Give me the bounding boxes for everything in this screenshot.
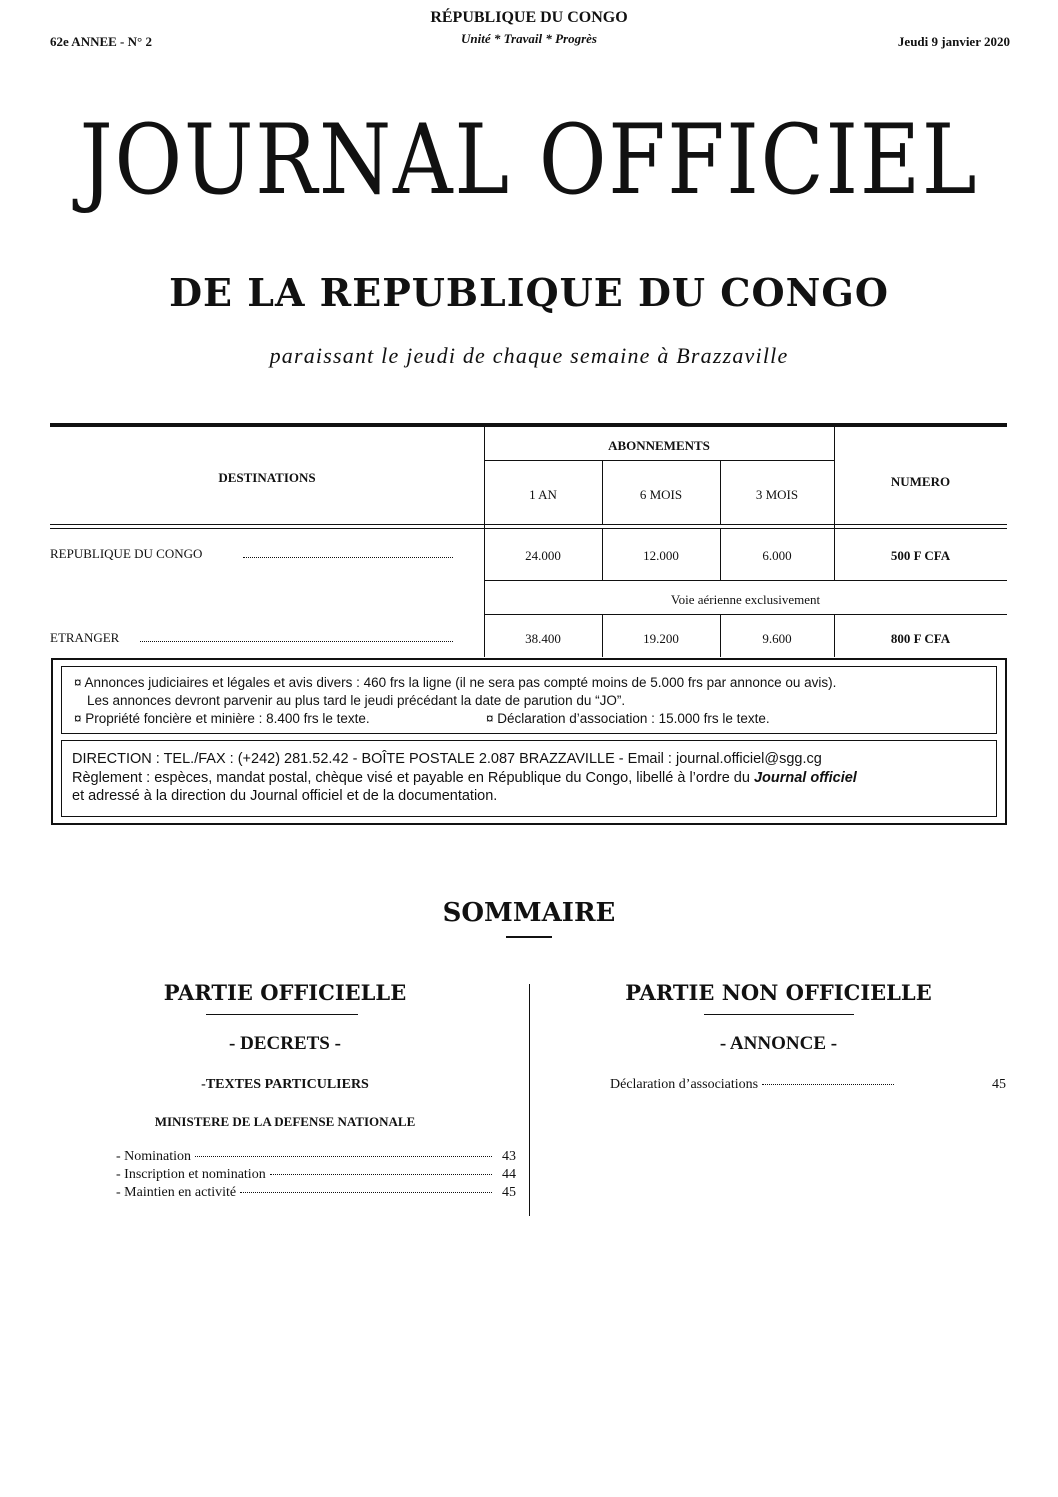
republic-name: RÉPUBLIQUE DU CONGO [430,9,628,26]
toc-entry-page: 44 [502,1167,516,1182]
contact-line-1: DIRECTION : TEL./FAX : (+242) 281.52.42 - BOÎTE POSTALE 2.087 BRAZZAVILLE - Email : journal.officiel@sgg.cg [72,751,822,767]
col-3mois: 3 MOIS [755,487,799,502]
partie-non-officielle-heading: PARTIE NON OFFICIELLE [625,980,932,1005]
col-6mois: 6 MOIS [639,487,683,502]
dot-leader [270,1174,492,1175]
toc-entry-text: - Inscription et nomination [116,1167,266,1182]
toc-entry[interactable] [116,1185,516,1201]
toc-entry[interactable] [116,1149,516,1165]
abonnements-divider [484,460,834,461]
toc-entry-page: 45 [502,1185,516,1200]
contact-line-2 [72,770,857,787]
row1-bottom-rule [484,580,1007,581]
textes-particuliers-heading: -TEXTES PARTICULIERS [201,1077,369,1092]
row-price-1an: 24.000 [525,548,561,563]
toc-entry[interactable] [610,1077,1006,1093]
decrets-heading: - DECRETS - [229,1033,341,1054]
col-1an: 1 AN [529,487,557,502]
numero-header: NUMERO [890,474,951,489]
row-destination: ETRANGER [50,630,120,645]
row-destination: REPUBLIQUE DU CONGO [50,546,203,561]
partie-officielle-heading: PARTIE OFFICIELLE [163,980,407,1005]
table-header-rule-1 [50,524,1007,525]
sommaire-underline [506,936,552,938]
voie-bottom-rule [484,614,1007,615]
national-motto: Unité * Travail * Progrès [460,31,597,46]
toc-entry-text: - Maintien en activité [116,1185,237,1200]
row-price-6mois: 19.200 [643,631,679,646]
dot-leader [243,547,453,558]
row-price-3mois: 6.000 [762,548,792,563]
table-header-rule-2 [50,528,1007,529]
contact-line-3: et adressé à la direction du Journal officiel et de la documentation. [72,788,498,804]
column-divider [529,984,530,1216]
destinations-header: DESTINATIONS [218,470,316,485]
rates-line-3b: ¤ Déclaration d’association : 15.000 frs le texte. [486,711,770,726]
rates-line-1: ¤ Annonces judiciaires et légales et avis divers : 460 frs la ligne (il ne sera pas compté moins de 5.000 frs par annonce ou avis). [74,675,837,690]
dot-leader [762,1084,894,1085]
ministry-heading: MINISTERE DE LA DEFENSE NATIONALE [154,1114,416,1129]
dot-leader [240,1192,492,1193]
table-top-rule [50,423,1007,427]
voie-note: Voie aérienne exclusivement [670,592,821,607]
masthead-title: JOURNAL OFFICIEL [79,104,979,216]
partie-officielle-underline [206,1014,358,1015]
issue-date: Jeudi 9 janvier 2020 [897,34,1010,49]
contact-line-2-emphasis: Journal officiel [753,770,857,786]
abonnements-header: ABONNEMENTS [608,438,710,453]
dot-leader [195,1156,492,1157]
toc-entry-page: 43 [502,1149,516,1164]
issue-number: 62e ANNEE - N° 2 [50,34,152,49]
annonce-heading: - ANNONCE - [719,1033,838,1054]
toc-entry[interactable] [116,1167,516,1183]
toc-entry-page: 45 [992,1077,1006,1092]
toc-entry-text: Déclaration d’associations [610,1077,759,1092]
rates-line-2: Les annonces devront parvenir au plus tard le jeudi précédant la date de parution du “JO”. [87,693,626,708]
toc-entry-text: - Nomination [116,1149,192,1164]
row-price-1an: 38.400 [525,631,561,646]
sommaire-title: SOMMAIRE [442,898,616,928]
dot-leader [140,631,453,642]
masthead-tagline: paraissant le jeudi de chaque semaine à Brazzaville [269,343,789,368]
contact-line-2-text: Règlement : espèces, mandat postal, chèque visé et payable en République du Congo, libellé à l’ordre du [72,770,754,786]
col-rule-1 [484,427,485,657]
partie-non-officielle-underline [704,1014,854,1015]
row-price-numero: 800 F CFA [890,631,951,646]
row-price-6mois: 12.000 [643,548,679,563]
masthead-subtitle: DE LA REPUBLIQUE DU CONGO [169,270,889,315]
row-price-numero: 500 F CFA [890,548,951,563]
rates-line-3a: ¤ Propriété foncière et minière : 8.400 frs le texte. [74,711,370,726]
row-price-3mois: 9.600 [762,631,792,646]
